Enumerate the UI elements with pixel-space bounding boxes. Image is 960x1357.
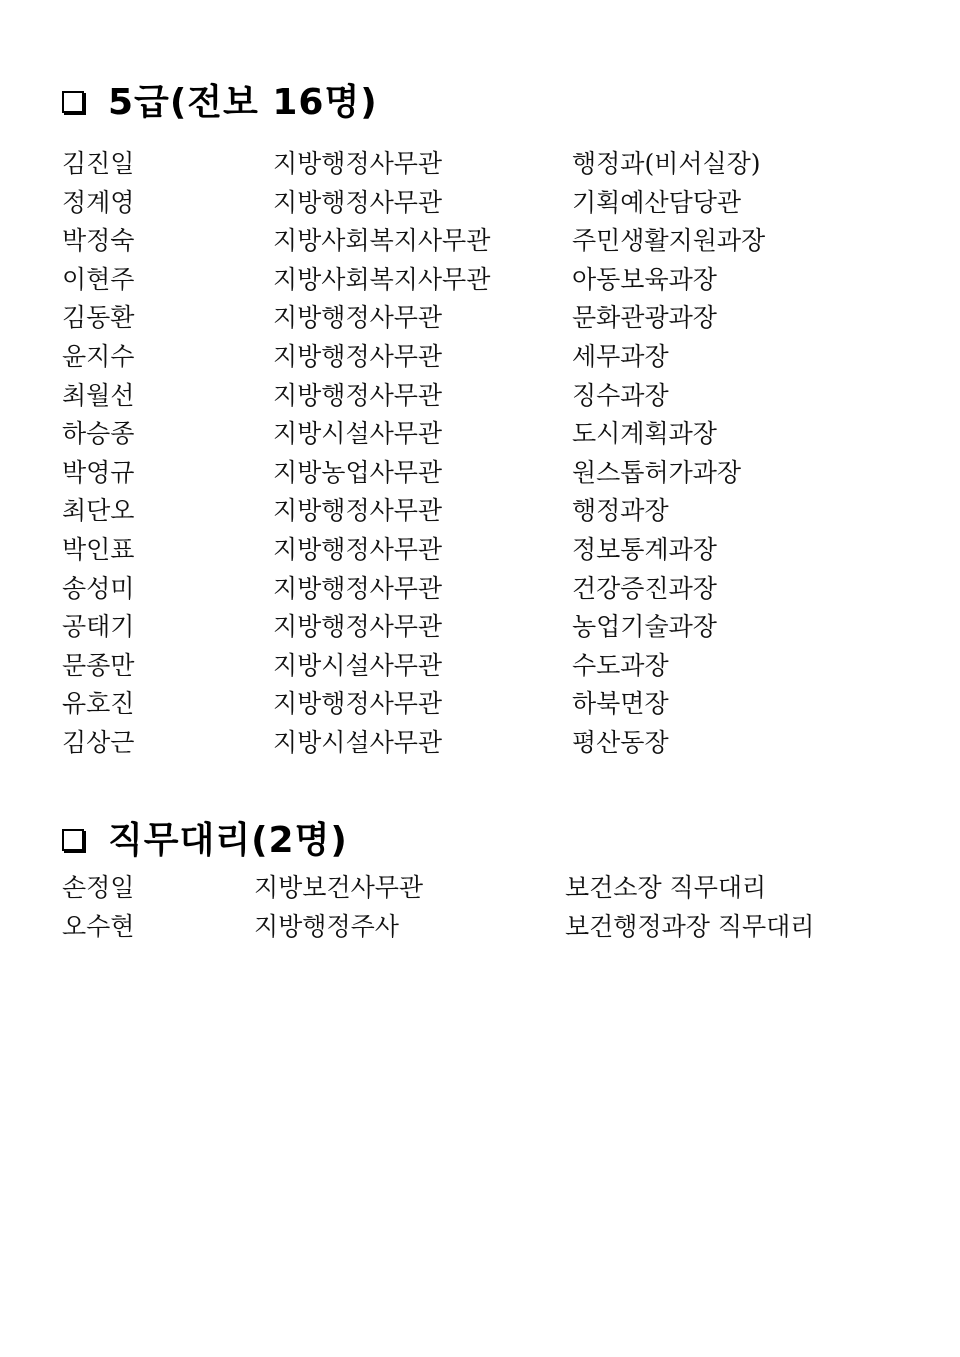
person-department: 행정과장	[572, 496, 669, 526]
person-department: 하북면장	[572, 689, 669, 719]
person-department: 도시계획과장	[572, 419, 717, 449]
person-name: 박영규	[62, 457, 135, 487]
person-name: 김상근	[62, 727, 135, 757]
section-title: 5급(전보 16명)	[108, 82, 378, 123]
person-name: 최단오	[62, 496, 135, 526]
person-department: 정보통계과장	[572, 534, 717, 564]
person-rank: 지방시설사무관	[273, 727, 443, 757]
person-department: 원스톱허가과장	[572, 457, 742, 487]
person-department: 평산동장	[572, 727, 669, 757]
person-name: 이현주	[62, 264, 135, 294]
person-rank: 지방보건사무관	[254, 873, 424, 902]
person-name: 박정숙	[62, 226, 135, 256]
person-name: 송성미	[62, 573, 135, 603]
person-rank: 지방행정주사	[254, 911, 399, 941]
person-rank: 지방행정사무관	[273, 187, 443, 217]
person-rank: 지방행정사무관	[273, 612, 443, 642]
person-name: 박인표	[62, 534, 135, 564]
person-department: 농업기술과장	[572, 612, 717, 642]
person-department: 아동보육과장	[572, 264, 717, 294]
person-rank: 지방행정사무관	[273, 380, 443, 410]
person-rank: 지방행정사무관	[273, 534, 443, 564]
person-name: 김진일	[62, 149, 135, 178]
section-heading	[62, 812, 348, 863]
person-name: 유호진	[62, 689, 135, 719]
person-rank: 지방행정사무관	[273, 496, 443, 526]
box-bullet-icon	[62, 91, 84, 113]
section-heading	[62, 74, 378, 125]
person-rank: 지방행정사무관	[273, 689, 443, 719]
person-name: 김동환	[62, 303, 135, 333]
box-bullet-icon	[62, 829, 84, 851]
person-department: 보건소장 직무대리	[565, 873, 767, 902]
person-name: 오수현	[62, 911, 135, 941]
person-department: 건강증진과장	[572, 573, 717, 603]
person-name: 최월선	[62, 380, 135, 410]
person-rank: 지방행정사무관	[273, 573, 443, 603]
person-department: 세무과장	[572, 341, 669, 371]
person-name: 윤지수	[62, 341, 135, 371]
person-rank: 지방행정사무관	[273, 303, 443, 333]
person-department: 기획예산담당관	[572, 187, 742, 217]
section-title: 직무대리(2명)	[108, 820, 348, 861]
person-name: 문종만	[62, 650, 135, 680]
person-department: 문화관광과장	[572, 303, 717, 333]
person-name: 손정일	[62, 873, 135, 902]
person-rank: 지방사회복지사무관	[273, 226, 491, 256]
person-name: 하승종	[62, 419, 135, 449]
person-department: 행정과(비서실장)	[572, 149, 761, 178]
person-department: 주민생활지원과장	[572, 226, 766, 256]
person-rank: 지방행정사무관	[273, 149, 443, 178]
person-department: 보건행정과장 직무대리	[565, 911, 815, 941]
person-rank: 지방시설사무관	[273, 650, 443, 680]
person-rank: 지방행정사무관	[273, 341, 443, 371]
person-department: 수도과장	[572, 650, 669, 680]
person-name: 공태기	[62, 612, 135, 642]
person-department: 징수과장	[572, 380, 669, 410]
person-rank: 지방사회복지사무관	[273, 264, 491, 294]
person-rank: 지방농업사무관	[273, 457, 443, 487]
person-rank: 지방시설사무관	[273, 419, 443, 449]
person-name: 정계영	[62, 187, 135, 217]
